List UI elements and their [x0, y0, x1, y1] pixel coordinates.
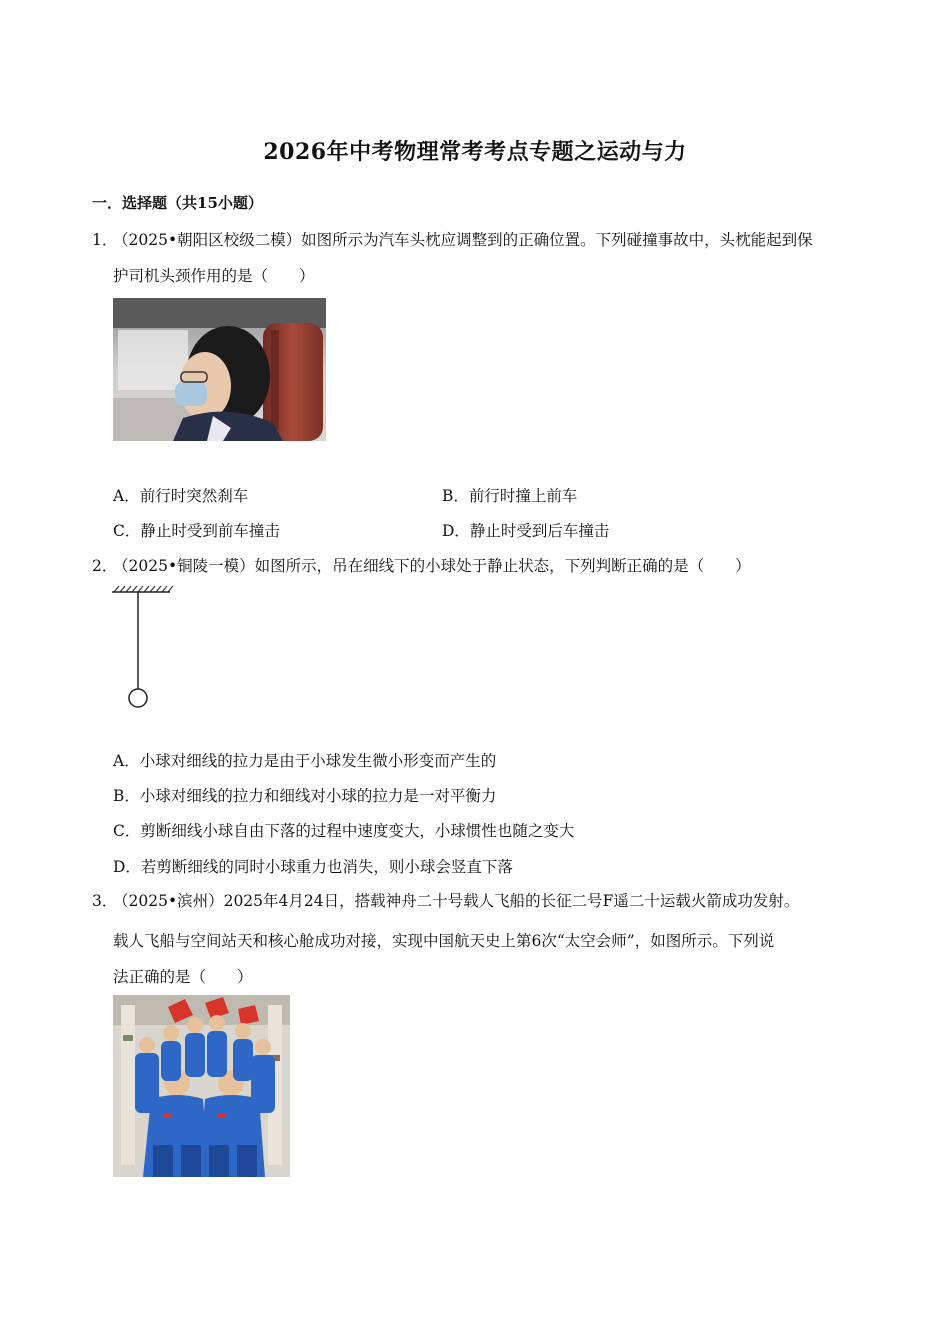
question-1-line-1 — [92, 228, 813, 250]
question-2-number: 2． — [92, 557, 118, 575]
question-1-option-a: A．前行时突然刹车 — [113, 487, 249, 505]
question-2-option-c: C．剪断细线小球自由下落的过程中速度变大，小球惯性也随之变大 — [113, 822, 575, 840]
question-1-option-d: D．静止时受到后车撞击 — [442, 522, 610, 540]
section-heading: 一．选择题（共15小题） — [92, 194, 263, 212]
question-3-line-3: 法正确的是（ ） — [113, 968, 253, 986]
question-1-option-b: B．前行时撞上前车 — [442, 487, 578, 505]
question-3-number: 3． — [92, 892, 118, 910]
car-headrest-photo — [113, 298, 326, 441]
question-1-number: 1． — [92, 231, 118, 249]
question-1-line-2: 护司机头颈作用的是（ ） — [113, 267, 315, 285]
question-2-option-b: B．小球对细线的拉力和细线对小球的拉力是一对平衡力 — [113, 787, 497, 805]
question-2-option-d: D．若剪断细线的同时小球重力也消失，则小球会竖直下落 — [113, 858, 513, 876]
question-1-text-1: （2025•朝阳区校级二模）如图所示为汽车头枕应调整到的正确位置。下列碰撞事故中，头枕能起到保 — [113, 231, 813, 249]
question-1-option-c: C．静止时受到前车撞击 — [113, 522, 280, 540]
question-3-line-2: 载人飞船与空间站天和核心舱成功对接，实现中国航天史上第6次“太空会师”，如图所示。下列说 — [113, 932, 775, 950]
question-2-option-a: A．小球对细线的拉力是由于小球发生微小形变而产生的 — [113, 752, 497, 770]
question-2-line-1 — [92, 554, 751, 576]
page-title: 2026年中考物理常考考点专题之运动与力 — [263, 139, 687, 165]
question-2-text-1: （2025•铜陵一模）如图所示，吊在细线下的小球处于静止状态，下列判断正确的是（ ） — [113, 557, 751, 575]
question-3-text-1: （2025•滨州）2025年4月24日，搭载神舟二十号载人飞船的长征二号F遥二十运载火箭成功发射。 — [113, 892, 800, 910]
pendulum-diagram — [111, 584, 173, 712]
astronauts-photo — [113, 995, 290, 1177]
question-3-line-1 — [92, 889, 799, 911]
